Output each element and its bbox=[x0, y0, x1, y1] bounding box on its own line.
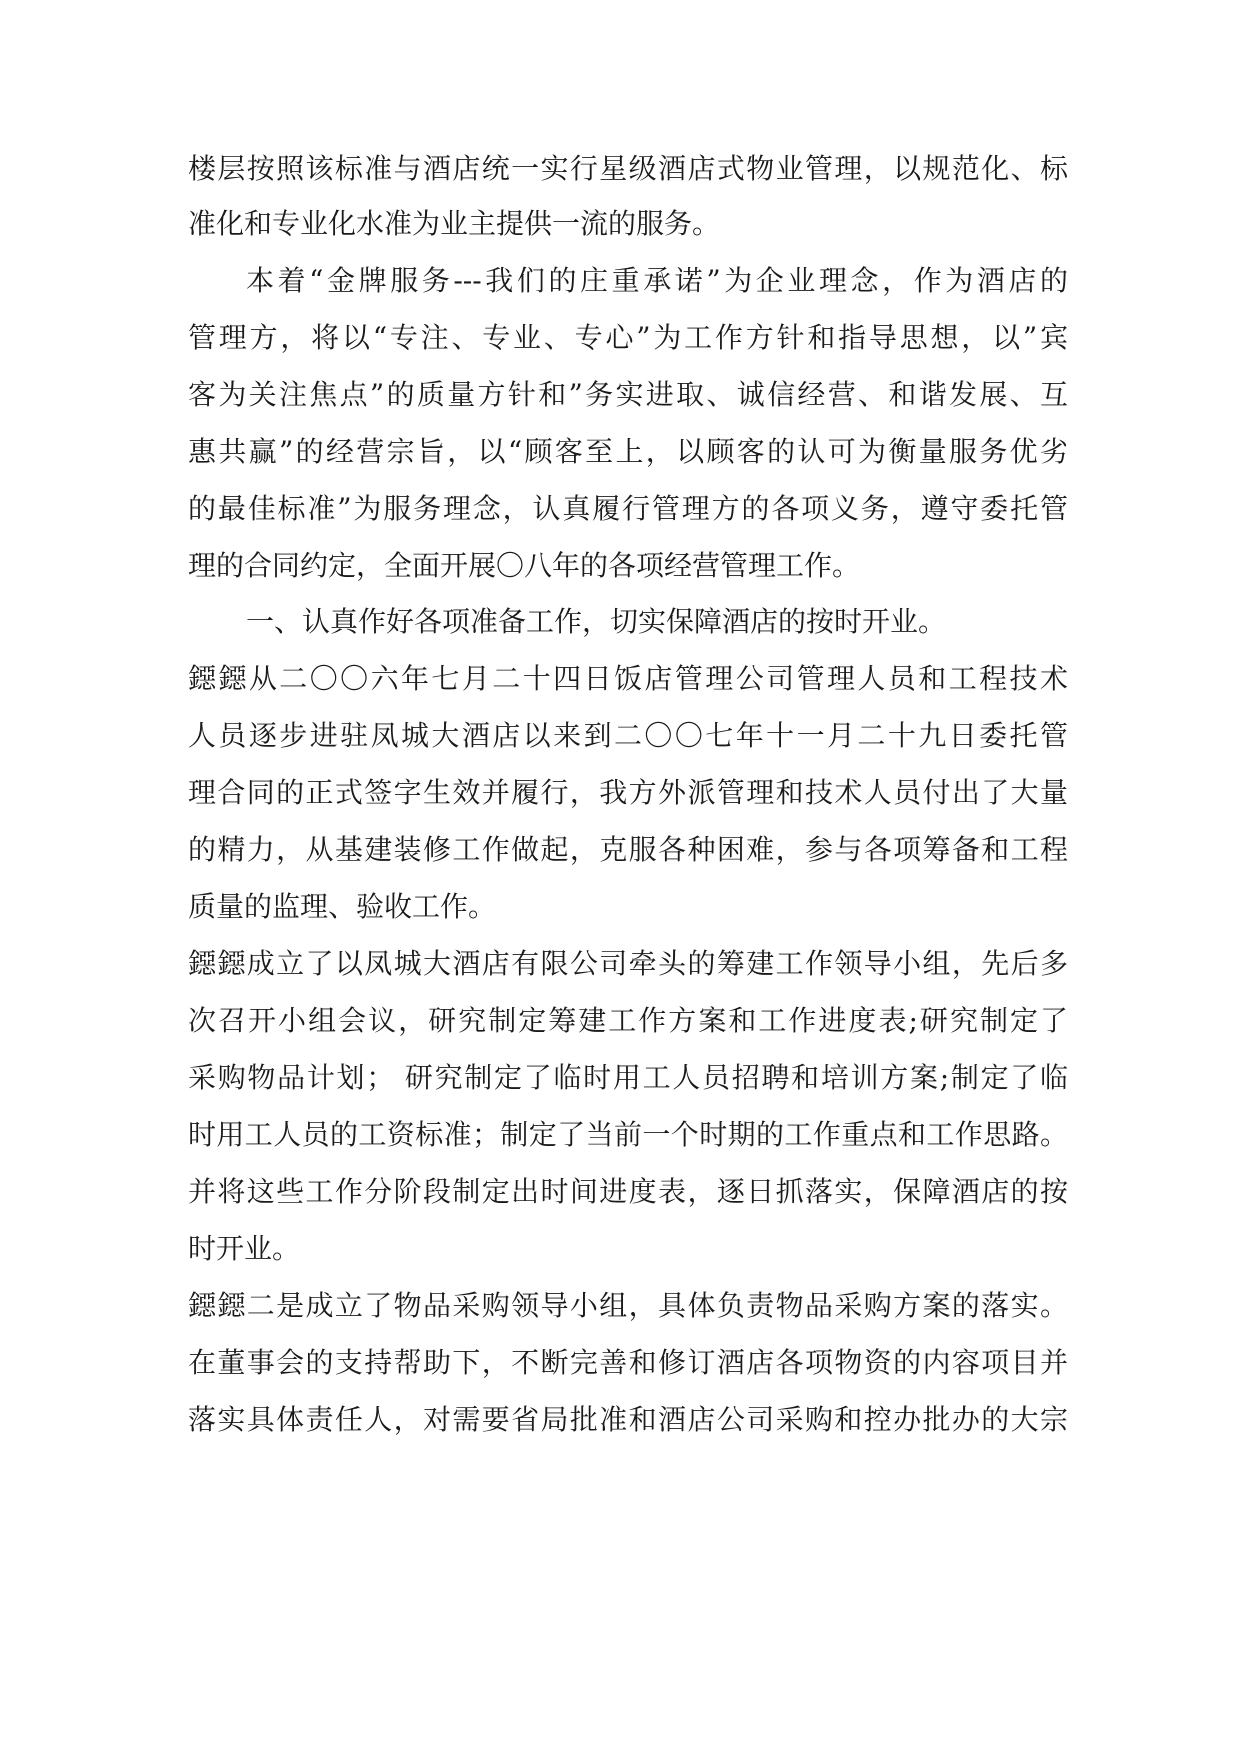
text-line: 鐚鐚二是成立了物品采购领导小组，具体负责物品采购方案的落实。 bbox=[188, 1289, 1068, 1322]
text-line: 鐚鐚成立了以凤城大酒店有限公司牵头的筹建工作领导小组，先后多 bbox=[188, 947, 1068, 980]
text-line: 时用工人员的工资标准；制定了当前一个时期的工作重点和工作思路。 bbox=[188, 1118, 1068, 1151]
text-line: 人员逐步进驻凤城大酒店以来到二〇〇七年十一月二十九日委托管 bbox=[188, 719, 1068, 752]
text-line: 在董事会的支持帮助下，不断完善和修订酒店各项物资的内容项目并 bbox=[188, 1346, 1068, 1379]
text-line: 次召开小组会议，研究制定筹建工作方案和工作进度表;研究制定了 bbox=[188, 1004, 1068, 1037]
text-line: 质量的监理、验收工作。 bbox=[188, 890, 497, 923]
section-heading: 一、认真作好各项准备工作，切实保障酒店的按时开业。 bbox=[246, 605, 947, 638]
text-line: 理的合同约定，全面开展〇八年的各项经营管理工作。 bbox=[188, 549, 861, 582]
text-line: 理合同的正式签字生效并履行，我方外派管理和技术人员付出了大量 bbox=[188, 776, 1068, 809]
text-line: 鐚鐚从二〇〇六年七月二十四日饭店管理公司管理人员和工程技术 bbox=[188, 662, 1068, 695]
text-line: 时开业。 bbox=[188, 1232, 301, 1265]
text-line: 落实具体责任人，对需要省局批准和酒店公司采购和控办批办的大宗 bbox=[188, 1403, 1068, 1436]
text-line: 管理方，将以“专注、专业、专心”为工作方针和指导思想，以”宾 bbox=[188, 321, 1068, 354]
text-line: 的最佳标准”为服务理念，认真履行管理方的各项义务，遵守委托管 bbox=[188, 492, 1068, 525]
text-line: 惠共赢”的经营宗旨，以“顾客至上，以顾客的认可为衡量服务优劣 bbox=[188, 435, 1068, 468]
text-line: 的精力，从基建装修工作做起，克服各种困难，参与各项筹备和工程 bbox=[188, 833, 1068, 866]
text-line: 楼层按照该标准与酒店统一实行星级酒店式物业管理，以规范化、标 bbox=[188, 152, 1068, 185]
text-line: 本着“金牌服务---我们的庄重承诺”为企业理念，作为酒店的 bbox=[246, 264, 1068, 297]
text-line: 准化和专业化水准为业主提供一流的服务。 bbox=[188, 207, 721, 240]
text-line: 采购物品计划； 研究制定了临时用工人员招聘和培训方案;制定了临 bbox=[188, 1061, 1068, 1094]
text-line: 客为关注焦点”的质量方针和”务实进取、诚信经营、和谐发展、互 bbox=[188, 378, 1068, 411]
text-line: 并将这些工作分阶段制定出时间进度表，逐日抓落实，保障酒店的按 bbox=[188, 1175, 1068, 1208]
